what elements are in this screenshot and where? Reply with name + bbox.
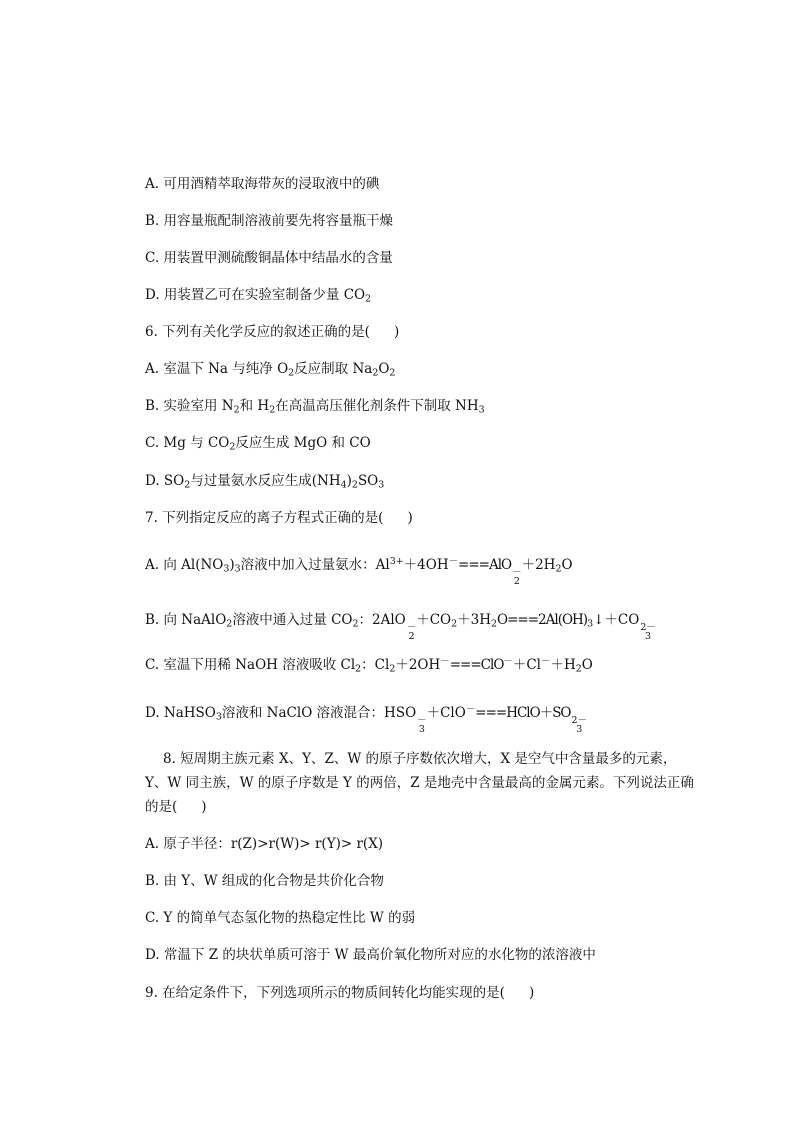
- q5-option-a: A. 可用酒精萃取海带灰的浸取液中的碘: [145, 176, 380, 192]
- q8-option-b: B. 由 Y、W 组成的化合物是共价化合物: [145, 873, 384, 889]
- q8-option-c: C. Y 的简单气态氢化物的热稳定性比 W 的弱: [145, 910, 416, 926]
- q8-option-d: D. 常温下 Z 的块状单质可溶于 W 最高价氧化物所对应的水化物的浓溶液中: [145, 947, 596, 963]
- q8-stem-line-3: 的是( ): [145, 799, 207, 815]
- q7-stem: 7. 下列指定反应的离子方程式正确的是( ): [145, 510, 413, 526]
- q8-stem-line-2: Y、W 同主族，W 的原子序数是 Y 的两倍，Z 是地壳中含量最高的金属元素。下列说法正确: [145, 775, 694, 791]
- q8-stem-line-1: 8. 短周期主族元素 X、Y、Z、W 的原子序数依次增大，X 是空气中含量最多的元素，: [163, 751, 677, 767]
- q5-option-d: D. 用装置乙可在实验室制备少量 $CO_2$: [145, 287, 372, 305]
- q6-option-b: B. 实验室用 $N_2$和 $H_2$在高温高压催化剂条件下制取 $NH_3$: [145, 398, 485, 416]
- q7-option-a: A. 向 $Al(NO_3)_3$溶液中加入过量氨水：$Al^{3+}+4OH^-===AlO$ － 2 $+2H_2O$: [145, 555, 573, 587]
- q5-option-c: C. 用装置甲测硫酸铜晶体中结晶水的含量: [145, 250, 393, 266]
- q6-option-a: A. 室温下 Na 与纯净 $O_2$反应制取 $Na_2O_2$: [145, 361, 396, 379]
- q7-option-c: C. 室温下用稀 NaOH 溶液吸收 $Cl_2$：$Cl_2+2OH^-===ClO^-+Cl^-+H_2O$: [145, 655, 593, 675]
- q7-option-b: B. 向 NaAlO$_2$溶液中通入过量 $CO_2$：2AlO － 2 $+CO_2+3H_2O===2Al(OH)_3↓+CO$ 2－ 3: [145, 612, 656, 642]
- q6-option-c: C. Mg 与 $CO_2$反应生成 MgO 和 CO: [145, 435, 371, 453]
- q6-stem: 6. 下列有关化学反应的叙述正确的是( ): [145, 324, 400, 340]
- q7-option-d: D. NaHSO$_3$溶液和 NaClO 溶液混合：HSO － 3 ＋ClO－===HClO＋SO 2－ 3: [145, 703, 587, 735]
- q9-stem: 9. 在给定条件下，下列选项所示的物质间转化均能实现的是( ): [145, 985, 535, 1001]
- q5-option-b: B. 用容量瓶配制溶液前要先将容量瓶干燥: [145, 213, 394, 229]
- q6-option-d: D. $SO_2$与过量氨水反应生成$(NH_4)_2SO_3$: [145, 473, 385, 491]
- q8-option-a: A. 原子半径：r(Z)>r(W)> r(Y)> r(X): [145, 836, 384, 852]
